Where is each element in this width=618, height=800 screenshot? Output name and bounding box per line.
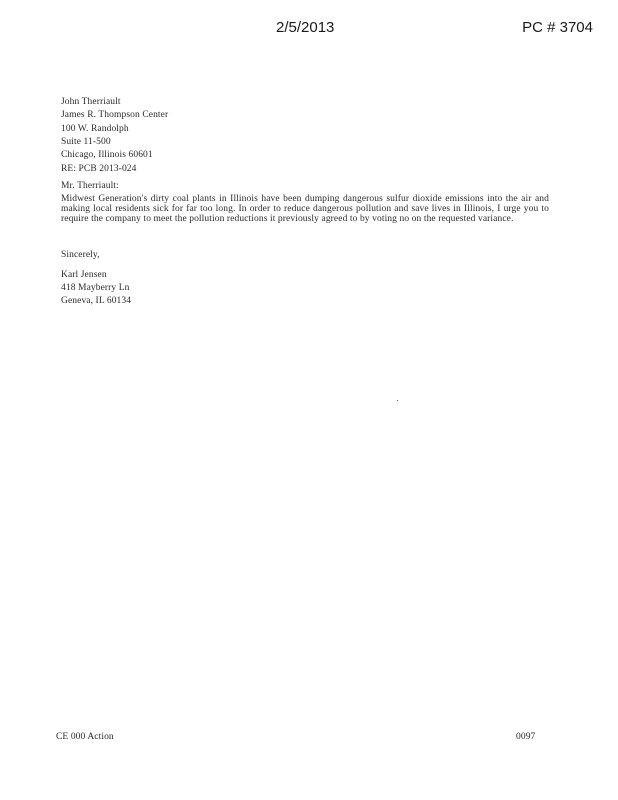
header-pc-number: PC # 3704: [522, 19, 593, 36]
re-line: RE: PCB 2013-024: [61, 164, 137, 174]
header-date: 2/5/2013: [276, 19, 335, 36]
recipient-street: 100 W. Randolph: [61, 123, 129, 134]
recipient-name: John Therriault: [61, 97, 121, 107]
letter-body: Midwest Generation's dirty coal plants in Illinois have been dumping dangerous sulfur dioxide emissions into the air and making local residents sick for far too long. In order to reduce dangerous pollution and save lives in Illinois, I urge you to require the company to meet the pollution reductions it previously agreed to by voting no on the requested variance.: [61, 194, 549, 224]
footer-page-number: 0097: [516, 732, 536, 742]
salutation: Mr. Therriault:: [61, 181, 119, 191]
recipient-address: [61, 96, 168, 162]
recipient-city: Chicago, Illinois 60601: [61, 150, 153, 161]
scan-speck: [397, 400, 398, 401]
sender-address: [61, 269, 131, 309]
sender-street: 418 Mayberry Ln: [61, 283, 130, 294]
closing: Sincerely,: [61, 250, 100, 260]
recipient-suite: Suite 11-500: [61, 136, 111, 147]
footer-left: CE 000 Action: [56, 732, 114, 742]
sender-name: Karl Jensen: [61, 270, 107, 280]
recipient-org: James R. Thompson Center: [61, 110, 169, 121]
sender-city: Geneva, IL 60134: [61, 296, 132, 307]
